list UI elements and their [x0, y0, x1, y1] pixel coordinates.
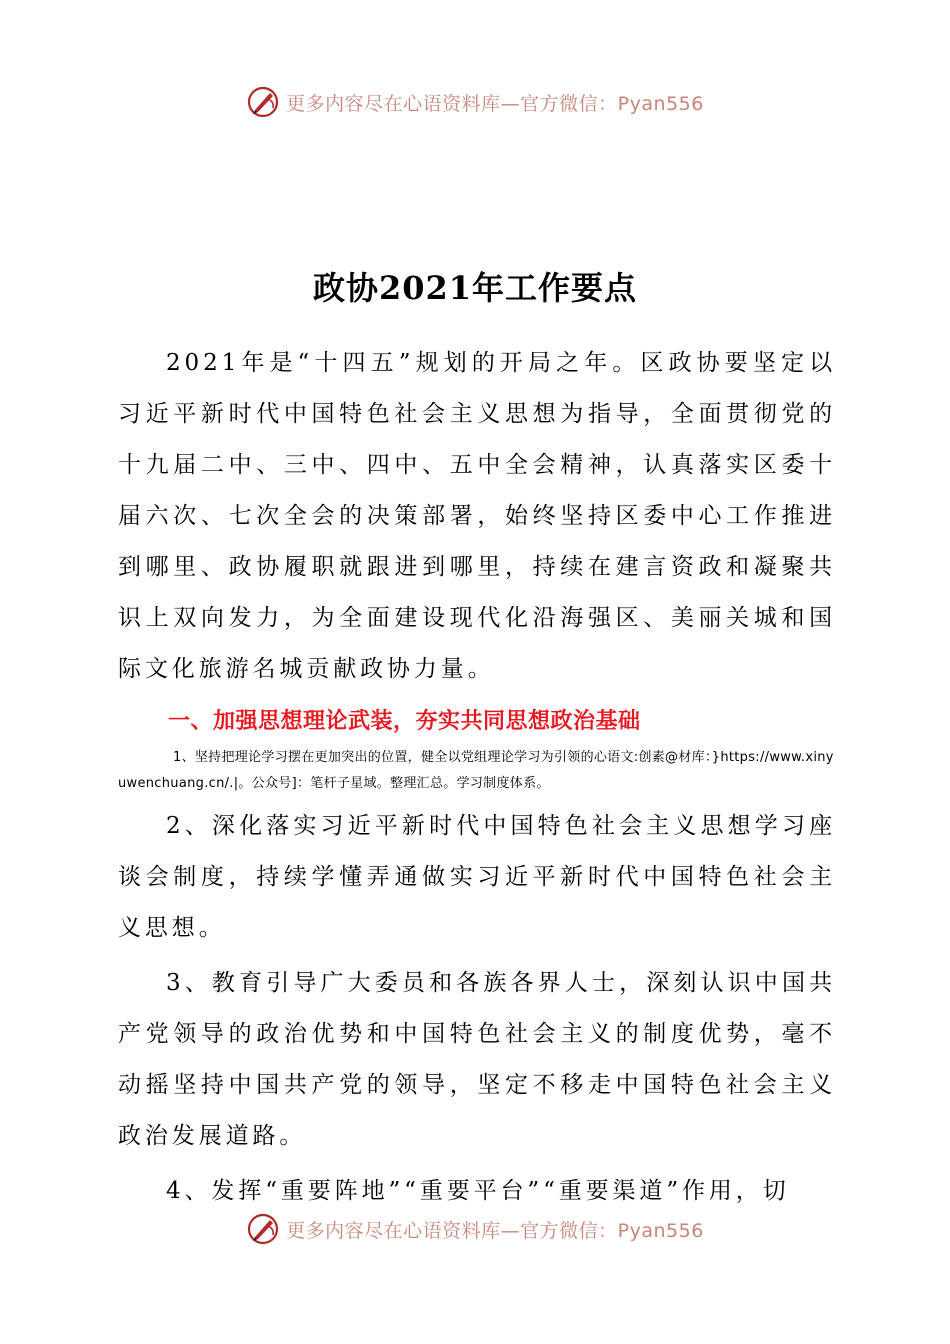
list-item-4: 4、发挥“重要阵地”“重要平台”“重要渠道”作用，切	[166, 1178, 790, 1204]
header-watermark	[0, 82, 950, 122]
document-title: 政协2021年工作要点	[312, 269, 638, 307]
list-item-2: 2、深化落实习近平新时代中国特色社会主义思想学习座谈会制度，持续学懂弄通做实习近平新时代中国特色社会主义思想。	[118, 813, 836, 941]
list-item-1: 1、坚持把理论学习摆在更加突出的位置，健全以党组理论学习为引领的心语文:创素@材库：}https://www.xinyuwenchuang.cn/.|。公众号]：笔杆子星域。整理汇总。学习制度体系。	[118, 750, 834, 791]
pen-logo-icon	[246, 1212, 280, 1246]
pen-logo-icon	[246, 85, 280, 119]
document-body	[118, 338, 836, 1217]
section-heading-1: 一、加强思想理论武装，夯实共同思想政治基础	[168, 709, 641, 734]
footer-watermark	[0, 1209, 950, 1249]
watermark-text: 更多内容尽在心语资料库—官方微信：Pyan556	[286, 1219, 704, 1242]
list-item-3: 3、教育引导广大委员和各族各界人士，深刻认识中国共产党领导的政治优势和中国特色社会主义的制度优势，毫不动摇坚持中国共产党的领导，坚定不移走中国特色社会主义政治发展道路。	[118, 970, 836, 1149]
intro-paragraph: 2021年是“十四五”规划的开局之年。区政协要坚定以习近平新时代中国特色社会主义思想为指导，全面贯彻党的十九届二中、三中、四中、五中全会精神，认真落实区委十届六次、七次全会的决策部署，始终坚持区委中心工作推进到哪里、政协履职就跟进到哪里，持续在建言资政和凝聚共识上双向发力，为全面建设现代化沿海强区、美丽关城和国际文化旅游名城贡献政协力量。	[118, 350, 836, 682]
watermark-text: 更多内容尽在心语资料库—官方微信：Pyan556	[286, 92, 704, 115]
